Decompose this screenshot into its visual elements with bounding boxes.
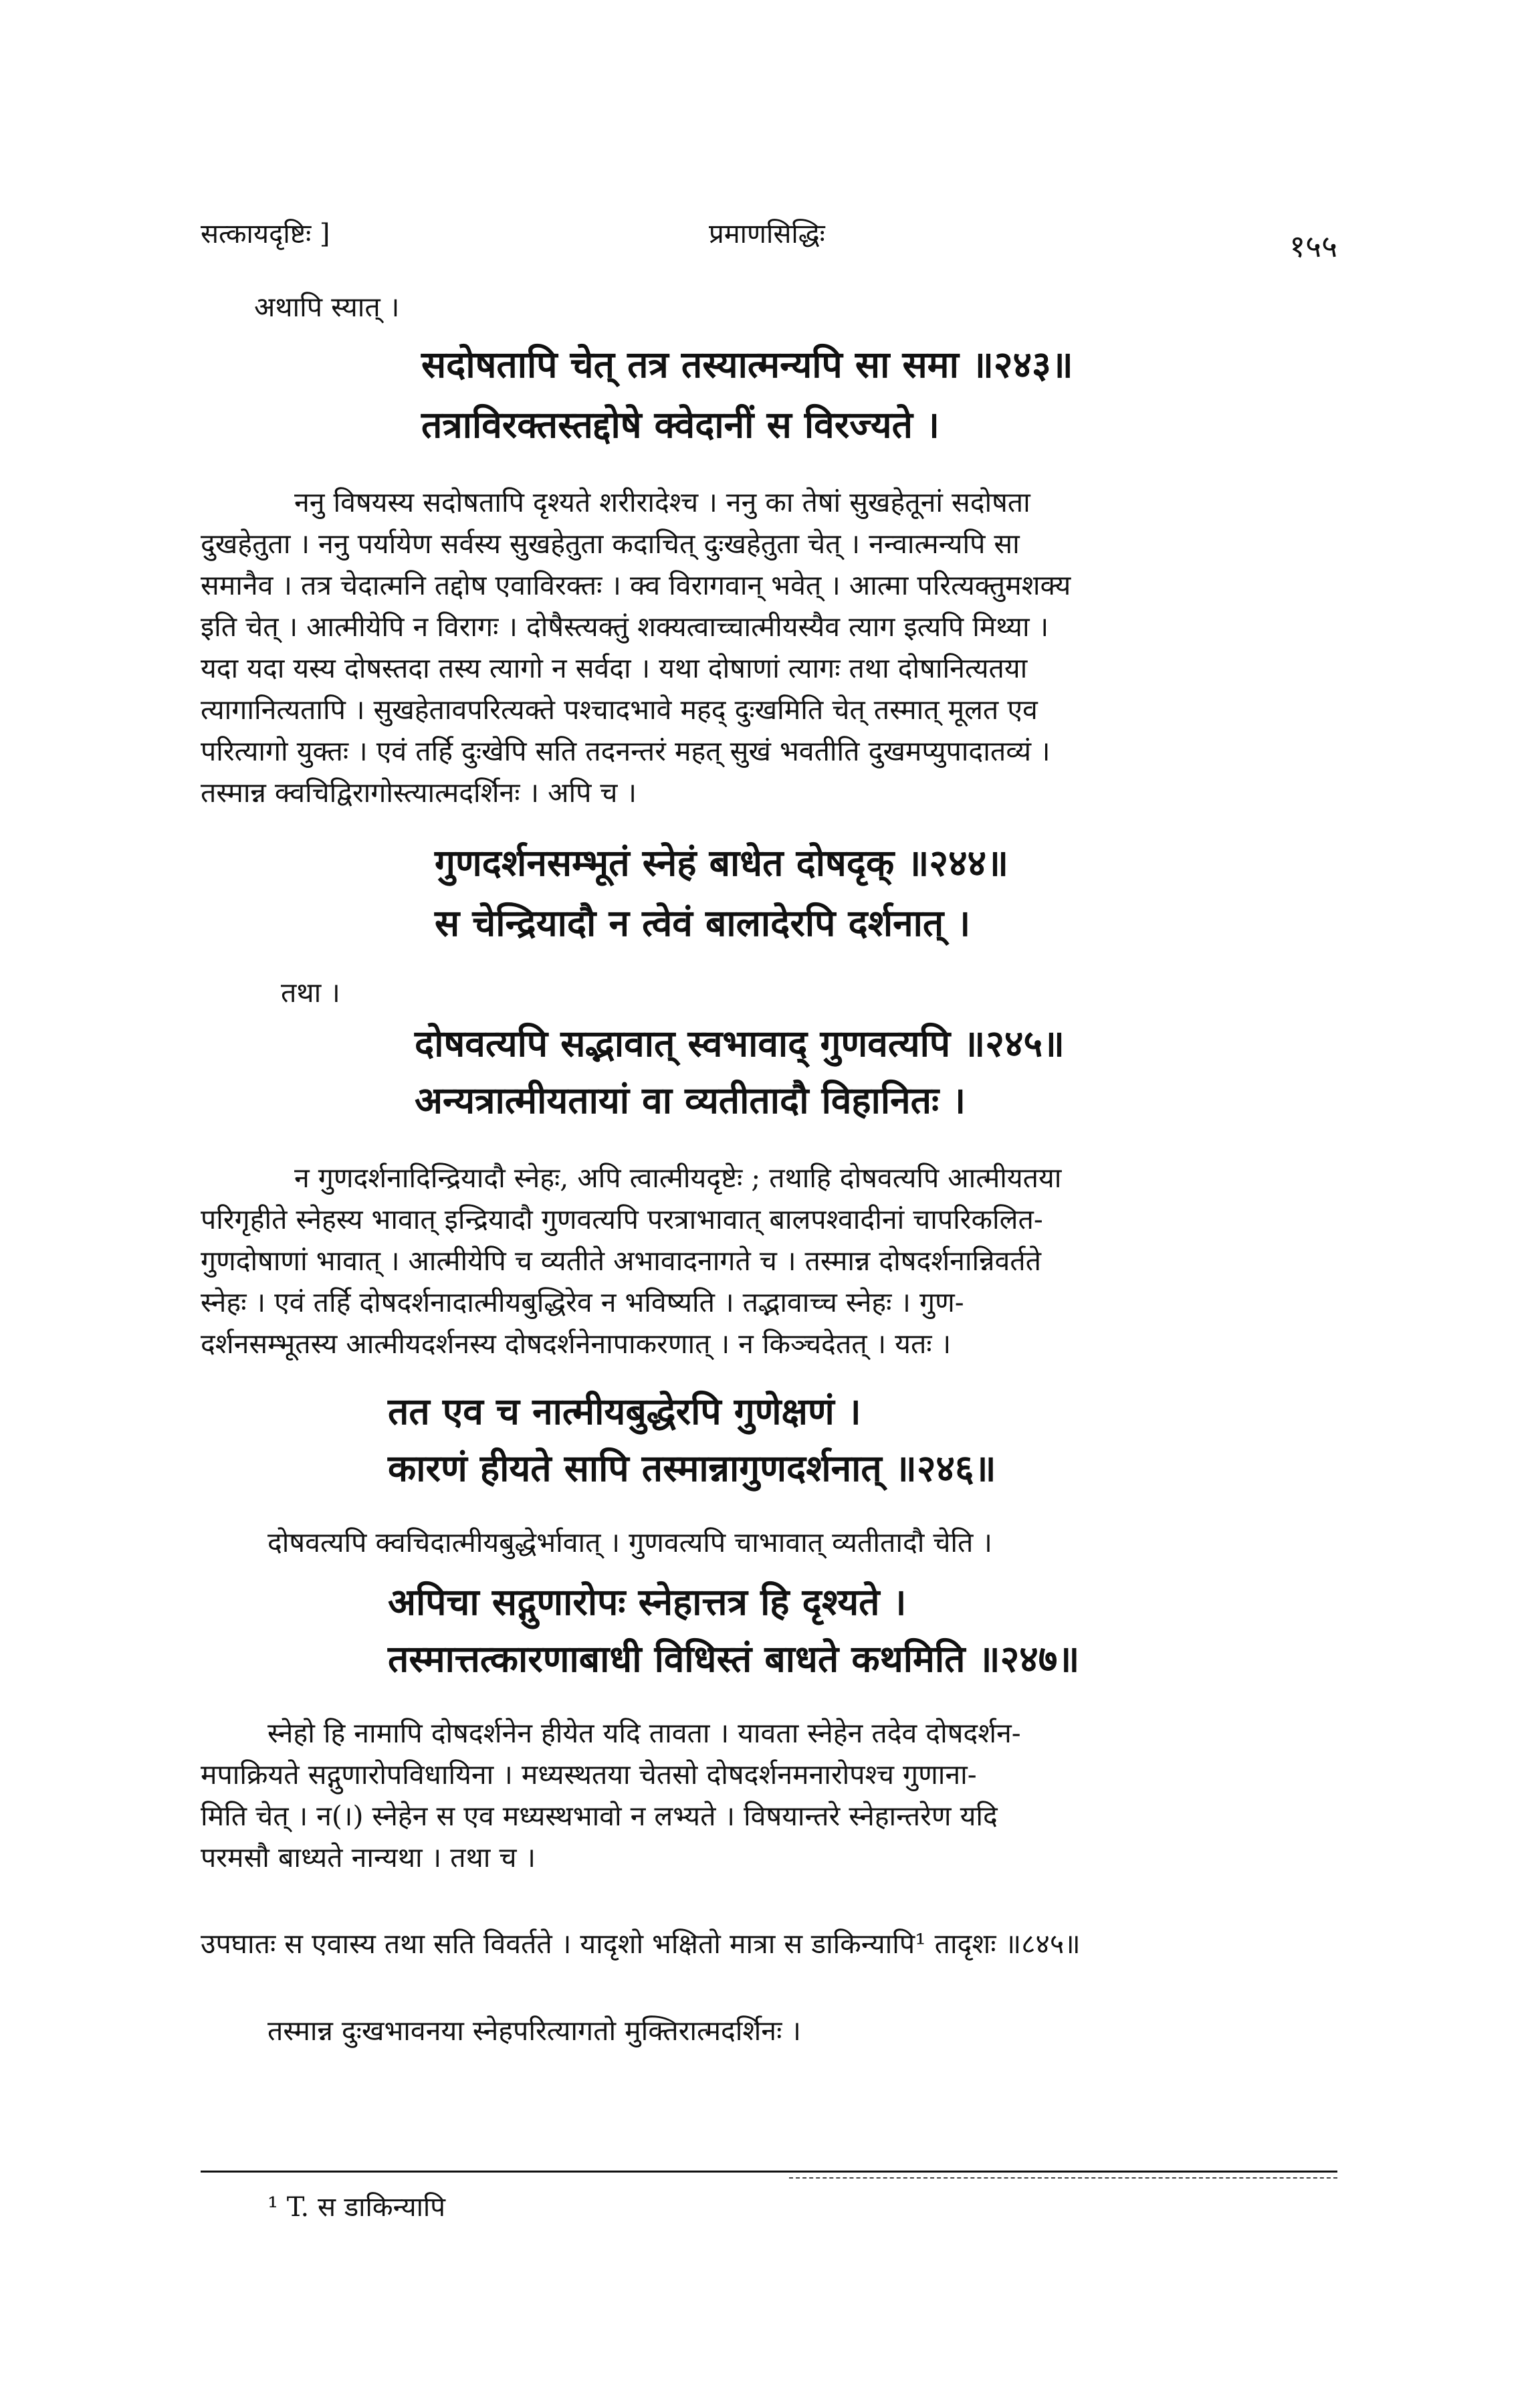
commentary-1-line-4: इति चेत् । आत्मीयेपि न विरागः । दोषैस्त्यक्तुं शक्यत्वाच्चात्मीयस्यैव त्याग इत्यपि मिथ्या । <box>201 611 1049 643</box>
page-header <box>201 201 1337 264</box>
commentary-4-line-4: परमसौ बाध्यते नान्यथा । तथा च । <box>201 1841 536 1874</box>
commentary-2-line-2: परिगृहीते स्नेहस्य भावात् इन्द्रियादौ गुणवत्यपि परत्राभावात् बालपश्वादीनां चापरिकलित- <box>201 1203 1043 1235</box>
page-number: १५५ <box>1289 228 1337 264</box>
commentary-3: दोषवत्यपि क्वचिदात्मीयबुद्धेर्भावात् । गुणवत्यपि चाभावात् व्यतीतादौ चेति । <box>267 1526 992 1559</box>
running-head-title: प्रमाणसिद्धिः <box>709 219 825 249</box>
footnote-rule-secondary <box>789 2177 1337 2179</box>
commentary-1-line-7: परित्यागो युक्तः । एवं तर्हि दुःखेपि सति तदनन्तरं महत् सुखं भवतीति दुखमप्युपादातव्यं । <box>201 735 1051 767</box>
verse-247-line-2: तस्मात्तत्कारणाबाधी विधिस्तं बाधते कथमिति ॥२४७॥ <box>388 1637 1080 1680</box>
verse-243-line-1: सदोषतापि चेत् तत्र तस्यात्मन्यपि सा समा ॥२४३॥ <box>421 342 1073 386</box>
tatha-line: तथा । <box>281 977 340 1009</box>
verse-247-line-1: अपिचा सद्गुणारोपः स्नेहात्तत्र हि दृश्यते । <box>388 1580 907 1623</box>
commentary-1-line-5: यदा यदा यस्य दोषस्तदा तस्य त्यागो न सर्वदा । यथा दोषाणां त्यागः तथा दोषानित्यतया <box>201 652 1028 684</box>
commentary-1-line-2: दुखहेतुता । ननु पर्यायेण सर्वस्य सुखहेतुता कदाचित् दुःखहेतुता चेत् । नन्वात्मन्यपि सा <box>201 528 1020 560</box>
quote-845: उपघातः स एवास्य तथा सति विवर्तते । यादृशो भक्षितो मात्रा स डाकिन्यापि¹ तादृशः ॥८४५॥ <box>201 1928 1081 1960</box>
verse-244-line-1: गुणदर्शनसम्भूतं स्नेहं बाधेत दोषदृक् ॥२४४॥ <box>435 841 1009 884</box>
commentary-4-line-3: मिति चेत् । न(।) स्नेहेन स एव मध्यस्थभावो न लभ्यते । विषयान्तरे स्नेहान्तरेण यदि <box>201 1800 998 1832</box>
commentary-2-line-1: न गुणदर्शनादिन्द्रियादौ स्नेहः, अपि त्वात्मीयदृष्टेः ; तथाहि दोषवत्यपि आत्मीयतया <box>294 1162 1062 1194</box>
footnote-rule <box>201 2171 1337 2173</box>
commentary-2-line-5: दर्शनसम्भूतस्य आत्मीयदर्शनस्य दोषदर्शनेनापाकरणात् । न किञ्चदेतत् । यतः । <box>201 1328 952 1360</box>
footnote: ¹ T. स डाकिन्यापि <box>267 2192 446 2223</box>
commentary-1-line-8: तस्मान्न क्वचिद्विरागोस्त्यात्मदर्शिनः । अपि च । <box>201 777 637 809</box>
commentary-2-line-3: गुणदोषाणां भावात् । आत्मीयेपि च व्यतीते अभावादनागते च । तस्मान्न दोषदर्शनान्निवर्तते <box>201 1245 1042 1277</box>
commentary-1-line-3: समानैव । तत्र चेदात्मनि तद्दोष एवाविरक्तः । क्व विरागवान् भवेत् । आत्मा परित्यक्तुमशक्य <box>201 569 1071 601</box>
verse-246-line-1: तत एव च नात्मीयबुद्धेरपि गुणेक्षणं । <box>388 1389 861 1433</box>
running-head-left: सत्कायदृष्टिः ] <box>201 219 330 249</box>
commentary-2-line-4: स्नेहः । एवं तर्हि दोषदर्शनादात्मीयबुद्धिरेव न भविष्यति । तद्भावाच्च स्नेहः । गुण- <box>201 1286 964 1318</box>
verse-245-line-1: दोषवत्यपि सद्भावात् स्वभावाद् गुणवत्यपि ॥२४५॥ <box>415 1021 1065 1065</box>
commentary-1-line-6: त्यागानित्यतापि । सुखहेतावपरित्यक्ते पश्चादभावे महद् दुःखमिति चेत् तस्मात् मूलत एव <box>201 694 1038 726</box>
commentary-4-line-2: मपाक्रियते सद्गुणारोपविधायिना । मध्यस्थतया चेतसो दोषदर्शनमनारोपश्च गुणाना- <box>201 1759 977 1791</box>
conclusion-line: तस्मान्न दुःखभावनया स्नेहपरित्यागतो मुक्तिरात्मदर्शिनः । <box>267 2015 801 2047</box>
verse-244-line-2: स चेन्द्रियादौ न त्वेवं बालादेरपि दर्शनात् । <box>435 901 971 944</box>
commentary-4-line-1: स्नेहो हि नामापि दोषदर्शनेन हीयेत यदि तावता । यावता स्नेहेन तदेव दोषदर्शन- <box>267 1717 1021 1749</box>
verse-246-line-2: कारणं हीयते सापि तस्मान्नागुणदर्शनात् ॥२४६॥ <box>388 1446 996 1490</box>
commentary-1-line-1: ननु विषयस्य सदोषतापि दृश्यते शरीरादेश्च । ननु का तेषां सुखहेतूनां सदोषता <box>294 486 1030 518</box>
verse-245-line-2: अन्यत्रात्मीयतायां वा व्यतीतादौ विहानितः । <box>415 1078 966 1122</box>
verse-243-line-2: तत्राविरक्तस्तद्दोषे क्वेदानीं स विरज्यते । <box>421 403 940 446</box>
intro-line: अथापि स्यात् । <box>254 291 400 323</box>
